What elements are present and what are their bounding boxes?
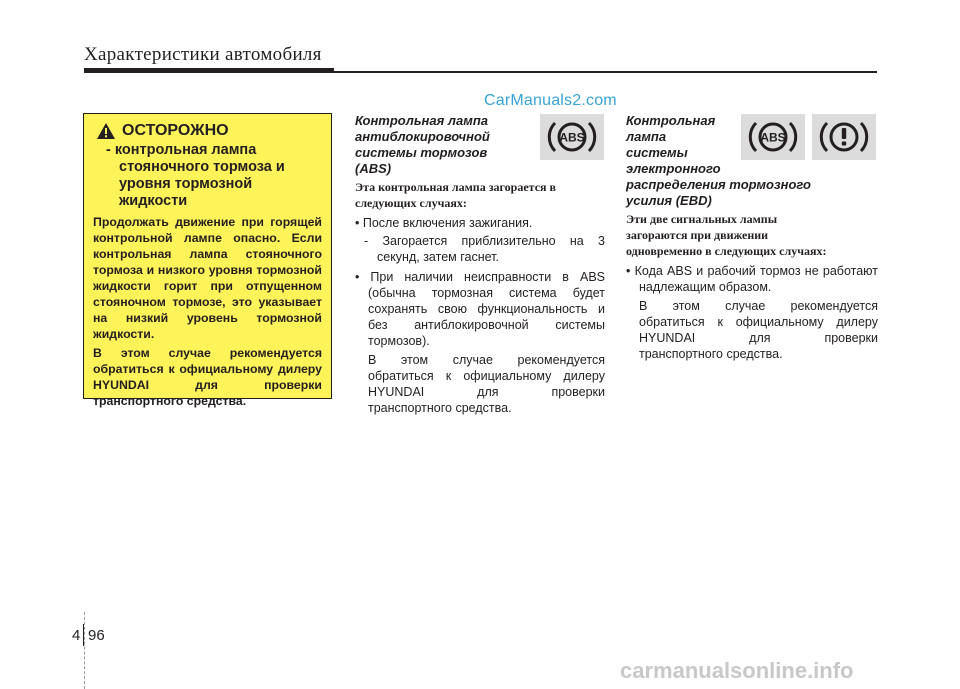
- warning-box: [83, 113, 332, 408]
- warning-body-2: В этом случае рекомендуется обратиться к официальному дилеру HYUNDAI для проверки транспортного средства.: [93, 346, 322, 408]
- svg-text:ABS: ABS: [760, 130, 786, 145]
- abs-icon: [748, 117, 798, 157]
- warning-triangle-icon: [96, 122, 116, 140]
- ebd-abs-indicator: [741, 114, 805, 160]
- page-header-title: Характеристики автомобиля: [84, 44, 322, 65]
- warning-subtitle: - контрольная лампа стояночного тормоза и уровня тормозной жидкости: [106, 142, 285, 209]
- abs-bullet-ignition: • После включения зажигания.: [355, 216, 533, 230]
- abs-lead: Эта контрольная лампа загорается в следующих случаях:: [355, 180, 557, 210]
- watermark-top: CarManuals2.com: [484, 92, 617, 109]
- ebd-title: Контрольная лампа системы электронного распределения тормозного усилия (EBD): [626, 113, 811, 208]
- warning-title: ОСТОРОЖНО: [122, 122, 229, 139]
- ebd-brake-indicator: [812, 114, 876, 160]
- footer-divider: [84, 612, 86, 689]
- abs-bullet-fault: • При наличии неисправности в ABS (обычна тормозная система будет сохранять свою функциональность и без антиблокировочной системы тормозов).: [355, 270, 605, 348]
- brake-warning-icon: [819, 117, 869, 157]
- abs-recommendation: В этом случае рекомендуется обратиться к официальному дилеру HYUNDAI для проверки транспортного средства.: [368, 353, 605, 415]
- ebd-bullet-fault: • Кода ABS и рабочий тормоз не работают надлежащим образом.: [626, 264, 878, 294]
- svg-text:ABS: ABS: [559, 130, 585, 145]
- ebd-recommendation: В этом случае рекомендуется обратиться к официальному дилеру HYUNDAI для проверки транспортного средства.: [639, 299, 878, 361]
- warning-body-1: Продолжать движение при горящей контрольной лампе опасно. Если контрольная лампа стояночного тормоза и низкого уровня тормозной жидкости горит при отпущенном стояночном тормозе, это указывает на низкий уровень тормозной жидкости.: [93, 215, 322, 341]
- header-rule-thick: [84, 68, 334, 73]
- page-number: 96: [88, 627, 105, 644]
- abs-title: Контрольная лампа антиблокировочной системы тормозов (ABS): [355, 113, 490, 176]
- watermark-bottom: carmanualsonline.info: [620, 658, 854, 683]
- abs-bullet-ignition-detail: - Загорается приблизительно на 3 секунд, затем гаснет.: [364, 234, 605, 264]
- page-number-separator: [83, 624, 84, 646]
- header-rule-thin: [334, 71, 877, 73]
- section-number: 4: [72, 627, 81, 644]
- warning-header: [93, 122, 322, 140]
- abs-icon: [547, 117, 597, 157]
- abs-indicator: [540, 114, 604, 160]
- ebd-lead: Эти две сигнальных лампы загораются при движении одновременно в следующих случаях:: [626, 212, 827, 258]
